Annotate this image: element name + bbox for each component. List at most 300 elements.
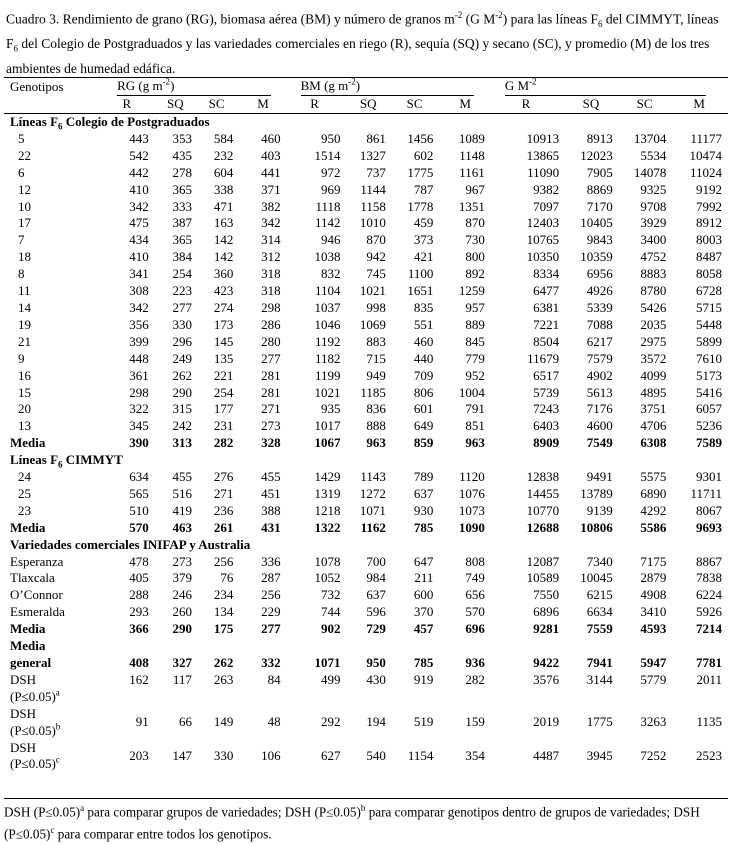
value-cell: 696: [465, 621, 485, 637]
value-cell: 540: [366, 747, 386, 763]
value-cell: 336: [261, 553, 281, 569]
value-cell: 9491: [586, 469, 613, 485]
value-cell: 1037: [314, 299, 341, 315]
value-cell: 448: [129, 350, 149, 366]
value-cell: 298: [261, 299, 281, 315]
genotype-label: O’Connor: [10, 587, 63, 603]
value-cell: 1076: [458, 485, 485, 501]
value-cell: 806: [413, 384, 434, 400]
value-cell: 13865: [526, 147, 560, 163]
value-cell: 732: [321, 587, 341, 603]
header-row-groups: [4, 78, 728, 97]
value-cell: 9422: [533, 655, 560, 670]
table-row: [4, 334, 728, 351]
value-cell: 173: [213, 316, 234, 332]
value-cell: 354: [465, 747, 485, 763]
value-cell: 312: [261, 249, 281, 265]
table-row: [4, 401, 728, 418]
header-subcol: SQ: [159, 96, 200, 114]
value-cell: 7214: [696, 621, 722, 637]
dsh-row: [4, 740, 728, 774]
value-cell: 13704: [633, 130, 667, 146]
value-cell: 4895: [640, 384, 667, 400]
value-cell: 1144: [360, 181, 386, 197]
table-row: [4, 604, 728, 621]
value-cell: 8334: [533, 266, 560, 282]
value-cell: 6896: [533, 604, 560, 620]
media-general-label: Media: [10, 638, 46, 654]
value-cell: 9301: [696, 469, 722, 485]
value-cell: 919: [413, 671, 434, 687]
value-cell: 262: [172, 367, 192, 383]
value-cell: 7550: [533, 587, 560, 603]
value-cell: 379: [172, 570, 192, 586]
value-cell: 1017: [314, 418, 341, 434]
value-cell: 4099: [640, 367, 667, 383]
genotype-label: 23: [18, 502, 31, 518]
value-cell: 10045: [580, 570, 613, 586]
value-cell: 949: [366, 367, 386, 383]
genotype-label: 14: [18, 299, 31, 315]
header-subcol: M: [245, 96, 288, 114]
value-cell: 835: [413, 299, 434, 315]
genotype-label: 5: [18, 130, 25, 146]
table-row: [4, 215, 728, 232]
value-cell: 7176: [586, 401, 613, 417]
genotype-label: 7: [18, 232, 25, 248]
value-cell: 328: [261, 435, 281, 451]
value-cell: 298: [129, 384, 149, 400]
value-cell: 1100: [407, 266, 434, 282]
value-cell: 7097: [533, 198, 560, 214]
value-cell: 5575: [640, 469, 667, 485]
value-cell: 11024: [689, 164, 722, 180]
value-cell: 749: [465, 570, 485, 586]
value-cell: 6956: [586, 266, 613, 282]
value-cell: 3263: [640, 714, 667, 730]
value-cell: 5416: [696, 384, 722, 400]
value-cell: 313: [172, 435, 192, 451]
value-cell: 870: [366, 232, 386, 248]
value-cell: 7992: [696, 198, 722, 214]
value-cell: 9843: [586, 232, 613, 248]
value-cell: 4752: [640, 249, 667, 265]
value-cell: 91: [135, 714, 149, 730]
value-cell: 8867: [696, 553, 722, 569]
table-row: [4, 199, 728, 216]
header-subcol: SC: [396, 96, 446, 114]
value-cell: 135: [213, 350, 234, 366]
value-cell: 10359: [580, 249, 613, 265]
genotype-label: 11: [18, 283, 31, 299]
genotype-label: 16: [18, 367, 31, 383]
value-cell: 6403: [533, 418, 560, 434]
value-cell: 4487: [533, 747, 560, 763]
genotype-label: 12: [18, 181, 31, 197]
value-cell: 290: [172, 384, 192, 400]
value-cell: 435: [172, 147, 192, 163]
table-row: [4, 587, 728, 604]
value-cell: 5715: [696, 299, 722, 315]
value-cell: 1775: [586, 714, 613, 730]
value-cell: 431: [261, 519, 281, 535]
value-cell: 281: [261, 367, 281, 383]
value-cell: 601: [413, 401, 434, 417]
value-cell: 5339: [586, 299, 613, 315]
value-cell: 353: [172, 130, 192, 146]
value-cell: 405: [129, 570, 149, 586]
value-cell: 957: [465, 299, 485, 315]
value-cell: 162: [129, 671, 149, 687]
value-cell: 5534: [640, 147, 667, 163]
value-cell: 936: [465, 655, 485, 670]
value-cell: 516: [172, 485, 192, 501]
value-cell: 271: [261, 401, 281, 417]
table-row: [4, 368, 728, 385]
value-cell: 1351: [458, 198, 485, 214]
value-cell: 365: [172, 181, 192, 197]
value-cell: 647: [413, 553, 434, 569]
value-cell: 7175: [640, 553, 667, 569]
value-cell: 637: [366, 587, 386, 603]
table-row: [4, 486, 728, 503]
value-cell: 1778: [407, 198, 434, 214]
value-cell: 785: [413, 519, 434, 535]
value-cell: 246: [172, 587, 192, 603]
value-cell: 314: [261, 232, 281, 248]
value-cell: 399: [129, 333, 149, 349]
value-cell: 7941: [586, 655, 613, 670]
value-cell: 5739: [533, 384, 560, 400]
value-cell: 14455: [526, 485, 560, 501]
value-cell: 13789: [580, 485, 613, 501]
value-cell: 2879: [640, 570, 667, 586]
value-cell: 1067: [314, 435, 341, 451]
value-cell: 952: [465, 367, 485, 383]
media-row: [4, 435, 728, 452]
value-cell: 260: [172, 604, 192, 620]
value-cell: 261: [213, 519, 234, 535]
value-cell: 565: [129, 485, 149, 501]
table-row: [4, 385, 728, 402]
value-cell: 861: [366, 130, 386, 146]
value-cell: 442: [129, 164, 149, 180]
value-cell: 6517: [533, 367, 560, 383]
value-cell: 870: [465, 215, 485, 231]
value-cell: 455: [172, 469, 192, 485]
value-cell: 7170: [586, 198, 613, 214]
value-cell: 318: [261, 266, 281, 282]
value-cell: 4908: [640, 587, 667, 603]
value-cell: 322: [129, 401, 149, 417]
value-cell: 5448: [696, 316, 722, 332]
value-cell: 342: [129, 198, 149, 214]
genotype-label: DSH (P≤0.05)$^a$: [10, 671, 60, 704]
media-general-label-row: [4, 638, 728, 655]
value-cell: 892: [465, 266, 485, 282]
value-cell: 8913: [586, 130, 613, 146]
value-cell: 1327: [359, 147, 386, 163]
genotype-label: 8: [18, 266, 25, 282]
value-cell: 779: [465, 350, 485, 366]
value-cell: 715: [366, 350, 386, 366]
value-cell: 700: [366, 553, 386, 569]
value-cell: 1651: [407, 283, 434, 299]
value-cell: 4600: [586, 418, 613, 434]
value-cell: 800: [465, 249, 485, 265]
value-cell: 5926: [696, 604, 722, 620]
value-cell: 1143: [360, 469, 386, 485]
value-cell: 14078: [633, 164, 667, 180]
value-cell: 963: [366, 435, 386, 451]
value-cell: 729: [366, 621, 386, 637]
value-cell: 232: [213, 147, 234, 163]
value-cell: 421: [413, 249, 434, 265]
value-cell: 263: [213, 671, 234, 687]
value-cell: 1089: [458, 130, 485, 146]
value-cell: 889: [465, 316, 485, 332]
value-cell: 7340: [586, 553, 613, 569]
table-caption: Cuadro 3. Rendimiento de grano (RG), biomasa aérea (BM) y número de granos $m^{-2}$ (G $M^{-2}$) para las líneas $F_6$ del CIMMYT, líneas $F_6$ del Colegio de Postgraduados y las variedades comerciales en riego (R), sequía (SQ) y secano (SC), y promedio (M) de los tres ambientes de humedad edáfica.: [6, 10, 719, 76]
value-cell: 149: [213, 714, 234, 730]
value-cell: 1514: [314, 147, 341, 163]
value-cell: 789: [413, 469, 434, 485]
value-cell: 360: [213, 266, 234, 282]
value-cell: 9693: [696, 519, 722, 535]
value-cell: 10770: [526, 502, 560, 518]
table-footnote: DSH (P≤0.05)$^a$ para comparar grupos de variedades; DSH (P≤0.05)$^b$ para comparar genotipos dentro de grupos de variedades; DSH (P≤0.05)$^c$ para comparar entre todos los genotipos.: [4, 798, 728, 844]
value-cell: 10474: [689, 147, 722, 163]
value-cell: 1161: [459, 164, 485, 180]
value-cell: 1162: [360, 519, 386, 535]
value-cell: 709: [413, 367, 434, 383]
value-cell: 12688: [526, 519, 560, 535]
value-cell: 5779: [640, 671, 667, 687]
value-cell: 463: [172, 519, 192, 535]
value-cell: 48: [267, 714, 281, 730]
value-cell: 1158: [360, 198, 386, 214]
value-cell: 2035: [640, 316, 667, 332]
value-cell: 950: [366, 655, 386, 670]
value-cell: 163: [213, 215, 234, 231]
value-cell: 737: [366, 164, 386, 180]
media-row: [4, 621, 728, 638]
value-cell: 600: [413, 587, 434, 603]
value-cell: 1021: [359, 283, 386, 299]
value-cell: 8883: [640, 266, 667, 282]
value-cell: 1090: [458, 519, 485, 535]
value-cell: 6381: [533, 299, 560, 315]
genotype-label: 13: [18, 418, 31, 434]
value-cell: 434: [129, 232, 149, 248]
value-cell: 946: [321, 232, 341, 248]
value-cell: 256: [213, 553, 234, 569]
value-cell: 419: [172, 502, 192, 518]
value-cell: 836: [366, 401, 386, 417]
genotype-label: 17: [18, 215, 31, 231]
value-cell: 478: [129, 553, 149, 569]
value-cell: 280: [261, 333, 281, 349]
value-cell: 5947: [640, 655, 667, 670]
value-cell: 234: [213, 587, 234, 603]
media-row: [4, 520, 728, 537]
value-cell: 1148: [459, 147, 485, 163]
table-row: [4, 131, 728, 148]
value-cell: 371: [261, 181, 281, 197]
value-cell: 9708: [640, 198, 667, 214]
value-cell: 930: [413, 502, 434, 518]
dsh-row: [4, 672, 728, 706]
value-cell: 972: [321, 164, 341, 180]
value-cell: 656: [465, 587, 485, 603]
value-cell: 356: [129, 316, 149, 332]
value-cell: 787: [413, 181, 434, 197]
header-rg: RG (g $m^{-2}$): [105, 78, 289, 97]
value-cell: 345: [129, 418, 149, 434]
value-cell: 1021: [314, 384, 341, 400]
value-cell: 308: [129, 283, 149, 299]
value-cell: 602: [413, 147, 434, 163]
value-cell: 730: [465, 232, 485, 248]
value-cell: 5899: [696, 333, 722, 349]
table-row: [4, 418, 728, 435]
value-cell: 1071: [359, 502, 386, 518]
value-cell: 457: [413, 621, 434, 637]
value-cell: 11679: [527, 350, 560, 366]
value-cell: 277: [172, 299, 192, 315]
table-row: [4, 351, 728, 368]
value-cell: 7221: [533, 316, 560, 332]
value-cell: 6308: [640, 435, 667, 451]
genotype-label: 9: [18, 350, 25, 366]
value-cell: 460: [261, 130, 281, 146]
value-cell: 1073: [458, 502, 485, 518]
section-header: [4, 114, 728, 131]
header-subcol: SQ: [351, 96, 396, 114]
table-row: [4, 249, 728, 266]
genotype-label: 19: [18, 316, 31, 332]
value-cell: 1199: [314, 367, 341, 383]
media-general-row: [4, 655, 728, 672]
genotype-label: 24: [18, 469, 31, 485]
value-cell: 370: [413, 604, 434, 620]
value-cell: 1104: [314, 283, 341, 299]
value-cell: 5426: [640, 299, 667, 315]
value-cell: 969: [321, 181, 341, 197]
value-cell: 1046: [314, 316, 341, 332]
value-cell: 570: [129, 519, 149, 535]
value-cell: 791: [465, 401, 485, 417]
value-cell: 471: [213, 198, 234, 214]
value-cell: 1322: [314, 519, 341, 535]
value-cell: 998: [366, 299, 386, 315]
value-cell: 2523: [696, 747, 722, 763]
value-cell: 7549: [586, 435, 613, 451]
value-cell: 84: [267, 671, 281, 687]
header-row-subcols: [4, 96, 728, 114]
value-cell: 12403: [526, 215, 560, 231]
value-cell: 902: [321, 621, 341, 637]
value-cell: 282: [465, 671, 485, 687]
value-cell: 273: [261, 418, 281, 434]
value-cell: 3576: [533, 671, 560, 687]
genotype-label: DSH (P≤0.05)$^c$: [10, 739, 60, 772]
value-cell: 271: [213, 485, 234, 501]
value-cell: 1775: [407, 164, 434, 180]
value-cell: 10405: [580, 215, 613, 231]
table-row: [4, 503, 728, 520]
table-row: [4, 469, 728, 486]
value-cell: 134: [213, 604, 234, 620]
value-cell: 584: [213, 130, 234, 146]
genotype-label: 21: [18, 333, 31, 349]
value-cell: 649: [413, 418, 434, 434]
genotype-label: 6: [18, 164, 25, 180]
value-cell: 935: [321, 401, 341, 417]
value-cell: 5586: [640, 519, 667, 535]
value-cell: 211: [414, 570, 434, 586]
value-cell: 342: [129, 299, 149, 315]
genotype-label: 15: [18, 384, 31, 400]
table-row: [4, 300, 728, 317]
genotype-label: Tlaxcala: [10, 570, 55, 586]
value-cell: 499: [321, 671, 341, 687]
value-cell: 9281: [533, 621, 560, 637]
value-cell: 785: [413, 655, 434, 670]
value-cell: 3929: [640, 215, 667, 231]
value-cell: 744: [321, 604, 341, 620]
value-cell: 460: [413, 333, 434, 349]
value-cell: 9325: [640, 181, 667, 197]
value-cell: 106: [261, 747, 281, 763]
value-cell: 4292: [640, 502, 667, 518]
genotype-label: 20: [18, 401, 31, 417]
value-cell: 262: [213, 655, 234, 670]
value-cell: 10806: [580, 519, 613, 535]
header-subcol: M: [676, 96, 728, 114]
value-cell: 510: [129, 502, 149, 518]
value-cell: 231: [213, 418, 234, 434]
value-cell: 859: [413, 435, 434, 451]
value-cell: 387: [172, 215, 192, 231]
dsh-row: [4, 706, 728, 740]
value-cell: 365: [172, 232, 192, 248]
value-cell: 3572: [640, 350, 667, 366]
value-cell: 12023: [580, 147, 613, 163]
value-cell: 2011: [696, 671, 722, 687]
header-subcol: R: [105, 96, 159, 114]
value-cell: 7252: [640, 747, 667, 763]
value-cell: 1052: [314, 570, 341, 586]
header-subcol: SC: [200, 96, 245, 114]
value-cell: 177: [213, 401, 234, 417]
table-row: [4, 283, 728, 300]
value-cell: 327: [172, 655, 192, 670]
value-cell: 338: [213, 181, 234, 197]
value-cell: 8058: [696, 266, 722, 282]
value-cell: 627: [321, 747, 341, 763]
value-cell: 142: [213, 232, 234, 248]
value-cell: 147: [172, 747, 192, 763]
value-cell: 341: [129, 266, 149, 282]
value-cell: 883: [366, 333, 386, 349]
value-cell: 117: [172, 671, 192, 687]
value-cell: 333: [172, 198, 192, 214]
value-cell: 1429: [314, 469, 341, 485]
value-cell: 6890: [640, 485, 667, 501]
value-cell: 403: [261, 147, 281, 163]
value-cell: 832: [321, 266, 341, 282]
